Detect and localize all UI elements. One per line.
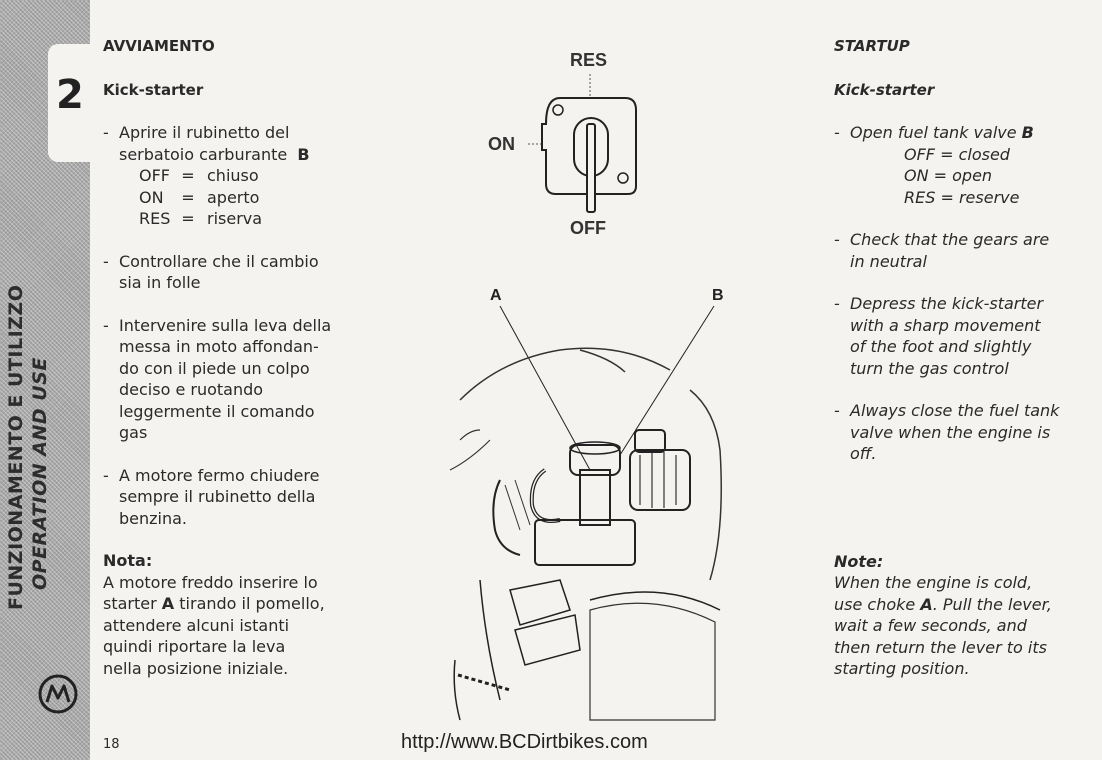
section-heading-english: STARTUP [834, 37, 910, 55]
ref-letter-a: A [161, 594, 175, 613]
english-column [834, 36, 1096, 680]
valve-label-off: OFF [570, 218, 606, 238]
step-kick-start-italian: - Intervenire sulla leva della messa in moto affondan- do con il piede un colpo deciso e ruotando leggermente il comando gas [103, 315, 363, 444]
step-open-valve-italian [103, 122, 363, 230]
step-close-valve-english: - Always close the fuel tank valve when the engine is off. [834, 400, 1096, 465]
website-url-link[interactable]: http://www.BCDirtbikes.com [401, 731, 648, 753]
italian-column [103, 36, 363, 679]
chapter-title-english: OPERATION AND USE [29, 357, 51, 590]
step-text: - Aprire il rubinetto del [119, 123, 290, 142]
step-check-gear-italian: - Controllare che il cambio sia in folle [103, 251, 363, 294]
step-open-valve-english: - Open fuel tank valve B OFF = closed ON = open RES = reserve [834, 122, 1096, 208]
valve-label-on: ON [488, 134, 515, 154]
valve-state-row: ON = open [904, 166, 993, 185]
brand-logo-icon [38, 674, 78, 714]
note-title: Nota: [103, 551, 153, 570]
note-title: Note: [834, 551, 884, 571]
step-check-gear-english: - Check that the gears are in neutral [834, 229, 1096, 272]
carburetor-diagram [440, 280, 730, 725]
valve-state-row: RES = riserva [139, 209, 263, 228]
carb-label-b: B [712, 287, 724, 304]
valve-state-row: RES = reserve [904, 187, 1020, 207]
chapter-title-italian: FUNZIONAMENTO E UTILIZZO [5, 284, 27, 610]
valve-state-row: OFF = chiuso [139, 166, 259, 185]
section-heading-italian: AVVIAMENTO [103, 37, 215, 55]
ref-letter-a: A [920, 594, 933, 614]
valve-states-english [850, 144, 1096, 209]
note-italian: Nota: A motore freddo inserire lo starter A tirando il pomello, attendere alcuni istanti quindi riportare la leva nella posizione iniziale. [103, 550, 363, 679]
fuel-valve-diagram [480, 44, 650, 244]
carb-label-a: A [490, 287, 502, 304]
subheading-english: Kick-starter [834, 81, 935, 99]
valve-state-row: OFF = closed [904, 144, 1010, 164]
valve-states-italian [119, 165, 363, 230]
valve-label-res: RES [570, 50, 608, 70]
valve-state-row: ON = aperto [139, 187, 260, 207]
ref-letter-b: B [297, 144, 310, 164]
note-english: Note: When the engine is cold, use choke A. Pull the lever, wait a few seconds, and then return the lever to its starting position. [834, 551, 1096, 680]
chapter-number: 2 [56, 72, 84, 118]
subheading-italian: Kick-starter [103, 81, 204, 99]
chapter-title [4, 270, 84, 610]
ref-letter-b: B [1021, 123, 1034, 142]
step-kick-start-english: - Depress the kick-starter with a sharp movement of the foot and slightly turn the gas control [834, 293, 1096, 379]
step-text: serbatoio carburante [119, 144, 288, 164]
step-close-valve-italian: - A motore fermo chiudere sempre il rubinetto della benzina. [103, 465, 363, 530]
page-number: 18 [103, 737, 120, 752]
